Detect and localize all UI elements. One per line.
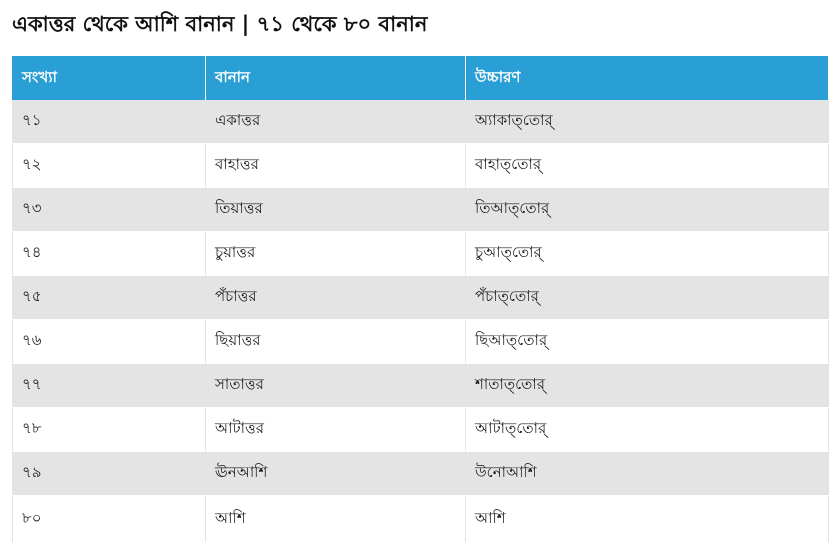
- cell-spelling: একাত্তর: [206, 100, 466, 144]
- cell-pronunciation: ছিআত্‌তোর্‌: [466, 320, 829, 364]
- cell-pronunciation: তিআত্‌তোর্‌: [466, 188, 829, 232]
- cell-pronunciation: আশি: [466, 496, 829, 543]
- cell-number: ৭৩: [13, 188, 206, 232]
- cell-spelling: সাতাত্তর: [206, 364, 466, 408]
- header-row: [13, 56, 829, 100]
- page-title: একাত্তর থেকে আশি বানান | ৭১ থেকে ৮০ বানান: [12, 12, 428, 36]
- cell-pronunciation: শাতাত্‌তোর্‌: [466, 364, 829, 408]
- cell-spelling: তিয়াত্তর: [206, 188, 466, 232]
- cell-number: ৭৭: [13, 364, 206, 408]
- cell-spelling: ঊনআশি: [206, 452, 466, 496]
- cell-spelling: বাহাত্তর: [206, 144, 466, 188]
- table-row: [13, 452, 829, 496]
- cell-spelling: চুয়াত্তর: [206, 232, 466, 276]
- table-row: [13, 100, 829, 144]
- cell-number: ৭৪: [13, 232, 206, 276]
- cell-pronunciation: অ্যাকাত্‌তোর্‌: [466, 100, 829, 144]
- spelling-table: [12, 56, 829, 543]
- header-spelling: বানান: [206, 56, 466, 100]
- table-body: [13, 100, 829, 543]
- cell-pronunciation: বাহাত্‌তোর্‌: [466, 144, 829, 188]
- spelling-table-container: [12, 56, 828, 543]
- cell-number: ৭২: [13, 144, 206, 188]
- table-row: [13, 364, 829, 408]
- cell-number: ৭১: [13, 100, 206, 144]
- table-row: [13, 320, 829, 364]
- table-row: [13, 408, 829, 452]
- cell-pronunciation: পঁচাত্‌তোর্‌: [466, 276, 829, 320]
- table-row: [13, 188, 829, 232]
- header-number: সংখ্যা: [13, 56, 206, 100]
- header-pronunciation: উচ্চারণ: [466, 56, 829, 100]
- cell-number: ৭৬: [13, 320, 206, 364]
- cell-number: ৭৫: [13, 276, 206, 320]
- cell-spelling: পঁচাত্তর: [206, 276, 466, 320]
- table-row: [13, 276, 829, 320]
- table-row: [13, 144, 829, 188]
- table-header: [13, 56, 829, 100]
- cell-pronunciation: চুআত্‌তোর্‌: [466, 232, 829, 276]
- cell-spelling: ছিয়াত্তর: [206, 320, 466, 364]
- table-row: [13, 496, 829, 543]
- cell-spelling: আশি: [206, 496, 466, 543]
- cell-number: ৭৯: [13, 452, 206, 496]
- cell-pronunciation: উনোআশি: [466, 452, 829, 496]
- cell-number: ৮০: [13, 496, 206, 543]
- cell-pronunciation: আটাত্‌তোর্‌: [466, 408, 829, 452]
- cell-number: ৭৮: [13, 408, 206, 452]
- cell-spelling: আটাত্তর: [206, 408, 466, 452]
- table-row: [13, 232, 829, 276]
